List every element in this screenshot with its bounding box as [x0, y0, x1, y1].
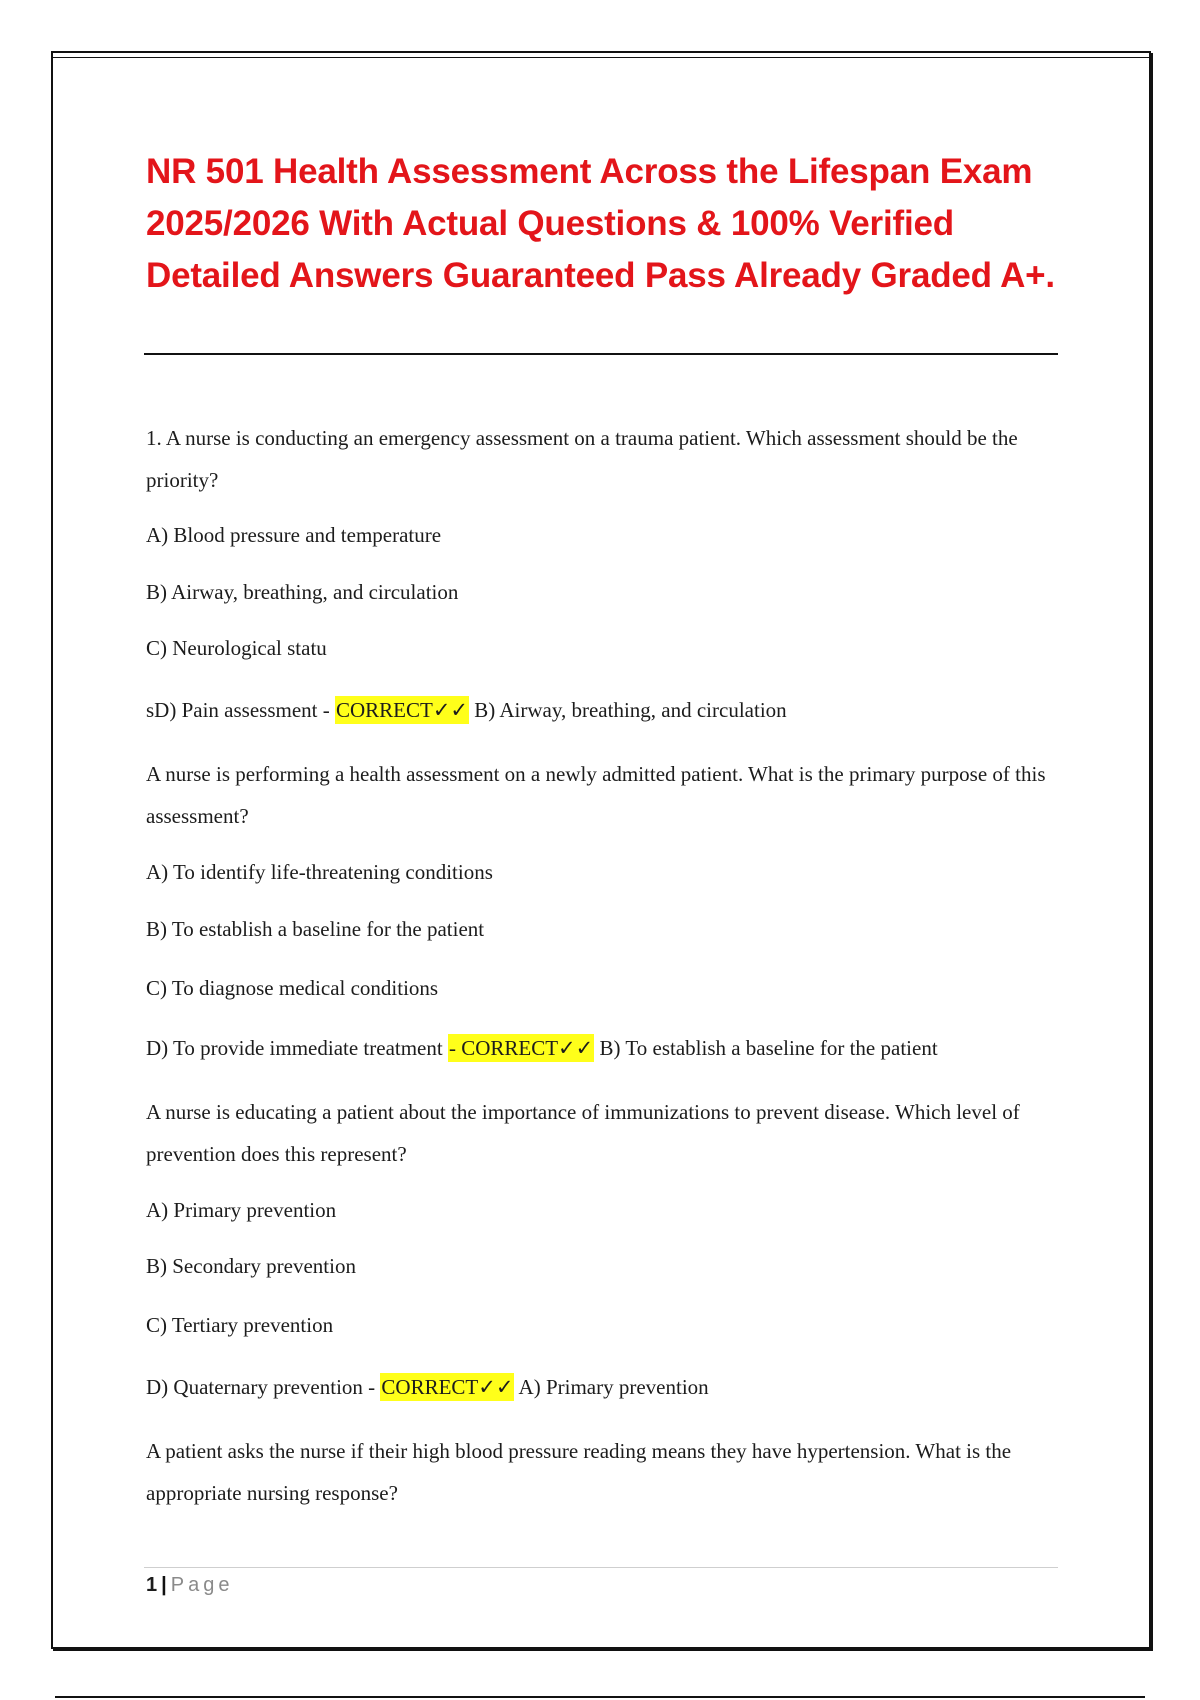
question-1-answer: B) Airway, breathing, and circulation [474, 698, 787, 722]
question-1-option-b: B) Airway, breathing, and circulation [146, 580, 459, 604]
question-2-option-a: A) To identify life-threatening conditions [146, 860, 493, 884]
question-3-option-b: B) Secondary prevention [146, 1254, 356, 1278]
question-3-option-a: A) Primary prevention [146, 1198, 337, 1222]
question-1-stem: 1. A nurse is conducting an emergency assessment on a trauma patient. Which assessment should be the priority? [146, 426, 1018, 492]
question-3-option-c: C) Tertiary prevention [146, 1313, 334, 1337]
question-2-answer-line [146, 1033, 938, 1063]
footer-divider [144, 1567, 1058, 1568]
question-1-option-c: C) Neurological statu [146, 636, 327, 660]
question-3-option-d: D) Quaternary prevention - [146, 1375, 376, 1399]
footer-separator: | [161, 1574, 167, 1596]
question-2-answer: B) To establish a baseline for the patient [599, 1036, 938, 1060]
correct-highlight: - CORRECT✓✓ [448, 1036, 594, 1060]
question-2-option-c: C) To diagnose medical conditions [146, 976, 439, 1000]
question-2-option-b: B) To establish a baseline for the patient [146, 917, 485, 941]
document-title: NR 501 Health Assessment Across the Lifespan Exam 2025/2026 With Actual Questions & 100% Verified Detailed Answers Guaranteed Pass Already Graded A+. [146, 152, 1055, 295]
question-2-option-d: D) To provide immediate treatment [146, 1036, 443, 1060]
question-2-stem: A nurse is performing a health assessment on a newly admitted patient. What is the primary purpose of this assessment? [146, 762, 1046, 828]
bottom-edge-rule [55, 1696, 1145, 1698]
page-label: Page [170, 1574, 234, 1596]
question-3-answer-line [146, 1372, 709, 1402]
question-3-answer: A) Primary prevention [518, 1375, 709, 1399]
question-3-stem: A nurse is educating a patient about the importance of immunizations to prevent disease. Which level of prevention does this represent? [146, 1100, 1020, 1166]
page-footer [146, 1570, 233, 1600]
question-1-answer-line [146, 695, 787, 725]
question-1-option-d: sD) Pain assessment - [146, 698, 330, 722]
title-underline [144, 353, 1058, 355]
page-number: 1 [146, 1574, 158, 1596]
question-4-stem: A patient asks the nurse if their high blood pressure reading means they have hypertension. What is the appropriate nursing response? [146, 1439, 1012, 1505]
correct-highlight: CORRECT✓✓ [335, 698, 469, 722]
correct-highlight: CORRECT✓✓ [381, 1375, 514, 1399]
question-1-option-a: A) Blood pressure and temperature [146, 523, 442, 547]
